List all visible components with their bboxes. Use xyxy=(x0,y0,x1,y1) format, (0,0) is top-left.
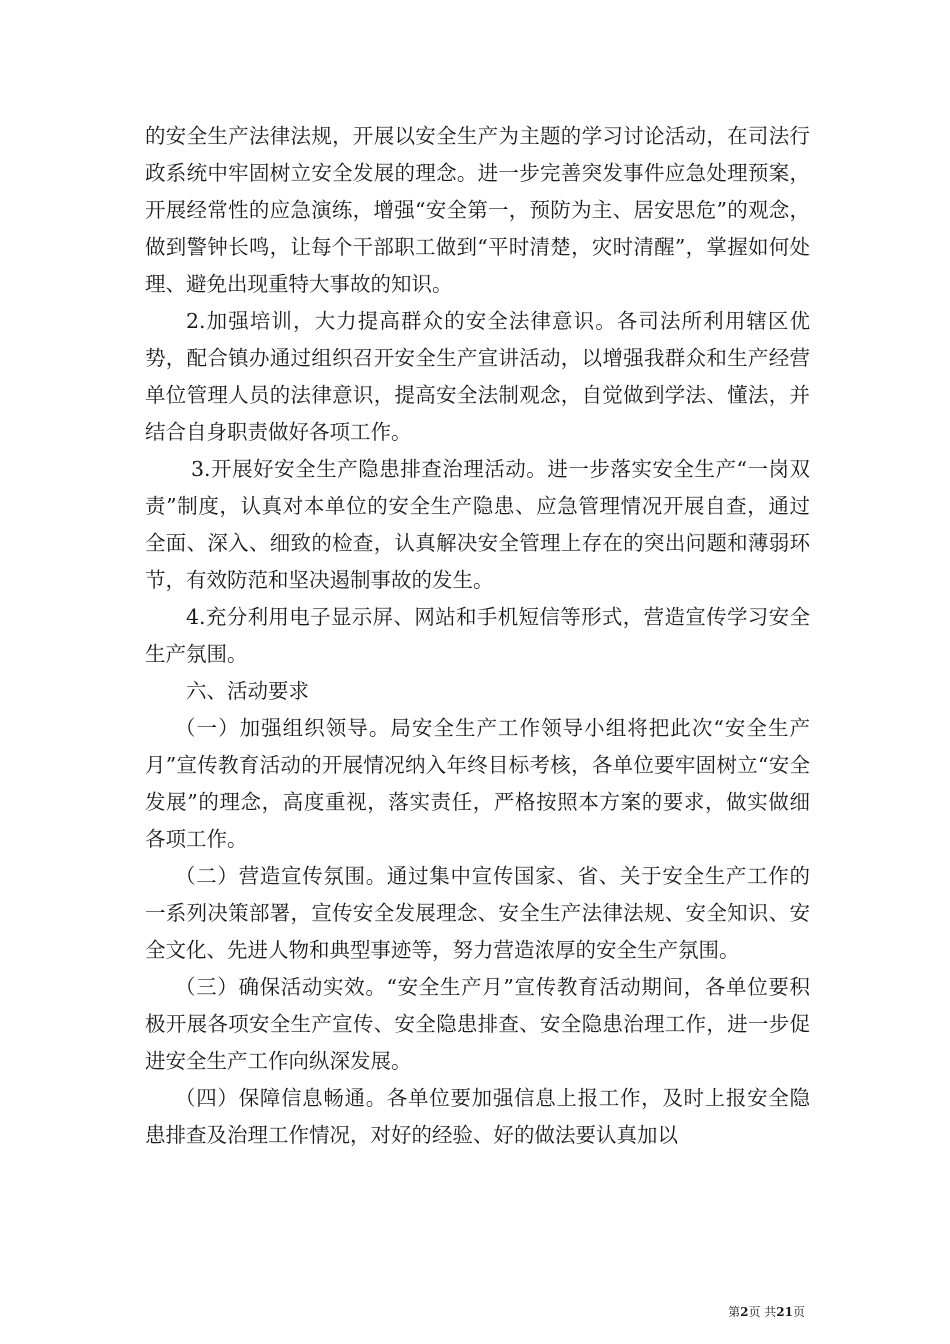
paragraph-item-2: 2.加强培训，大力提高群众的安全法律意识。各司法所利用辖区优势，配合镇办通过组织召开安全生产宣讲活动，以增强我群众和生产经营单位管理人员的法律意识，提高安全法制观念，自觉做到学法、懂法，并结合自身职责做好各项工作。 xyxy=(145,309,810,444)
page-total: 21 xyxy=(776,1305,793,1319)
paragraph-item-4: 4.充分利用电子显示屏、网站和手机短信等形式，营造宣传学习安全生产氛围。 xyxy=(145,605,810,666)
document-body xyxy=(145,118,810,1154)
section-heading: 六、活动要求 xyxy=(186,679,309,703)
paragraph-requirement-1: （一）加强组织领导。局安全生产工作领导小组将把此次“安全生产月”宣传教育活动的开展情况纳入年终目标考核，各单位要牢固树立“安全发展”的理念，高度重视，落实责任，严格按照本方案的要求，做实做细各项工作。 xyxy=(145,716,810,851)
paragraph-requirement-2: （二）营造宣传氛围。通过集中宣传国家、省、关于安全生产工作的一系列决策部署，宣传安全发展理念、安全生产法律法规、安全知识、安全文化、先进人物和典型事迹等，努力营造浓厚的安全生产氛围。 xyxy=(145,864,810,962)
paragraph-continuation: 的安全生产法律法规，开展以安全生产为主题的学习讨论活动，在司法行政系统中牢固树立安全发展的理念。进一步完善突发事件应急处理预案，开展经常性的应急演练，增强“安全第一，预防为主、居安思危”的观念，做到警钟长鸣，让每个干部职工做到“平时清楚，灾时清醒”，掌握如何处理、避免出现重特大事故的知识。 xyxy=(145,124,810,296)
page-number: 2 xyxy=(740,1305,749,1319)
paragraph-item-3: 3.开展好安全生产隐患排查治理活动。进一步落实安全生产“一岗双责”制度，认真对本单位的安全生产隐患、应急管理情况开展自查，通过全面、深入、细致的检查，认真解决安全管理上存在的突出问题和薄弱环节，有效防范和坚决遏制事故的发生。 xyxy=(145,457,810,592)
page-footer: 第2页 共21页 xyxy=(728,1305,805,1319)
paragraph-requirement-4: （四）保障信息畅通。各单位要加强信息上报工作，及时上报安全隐患排查及治理工作情况，对好的经验、好的做法要认真加以 xyxy=(145,1086,810,1147)
paragraph-requirement-3: （三）确保活动实效。“安全生产月”宣传教育活动期间，各单位要积极开展各项安全生产宣传、安全隐患排查、安全隐患治理工作，进一步促进安全生产工作向纵深发展。 xyxy=(145,975,810,1073)
